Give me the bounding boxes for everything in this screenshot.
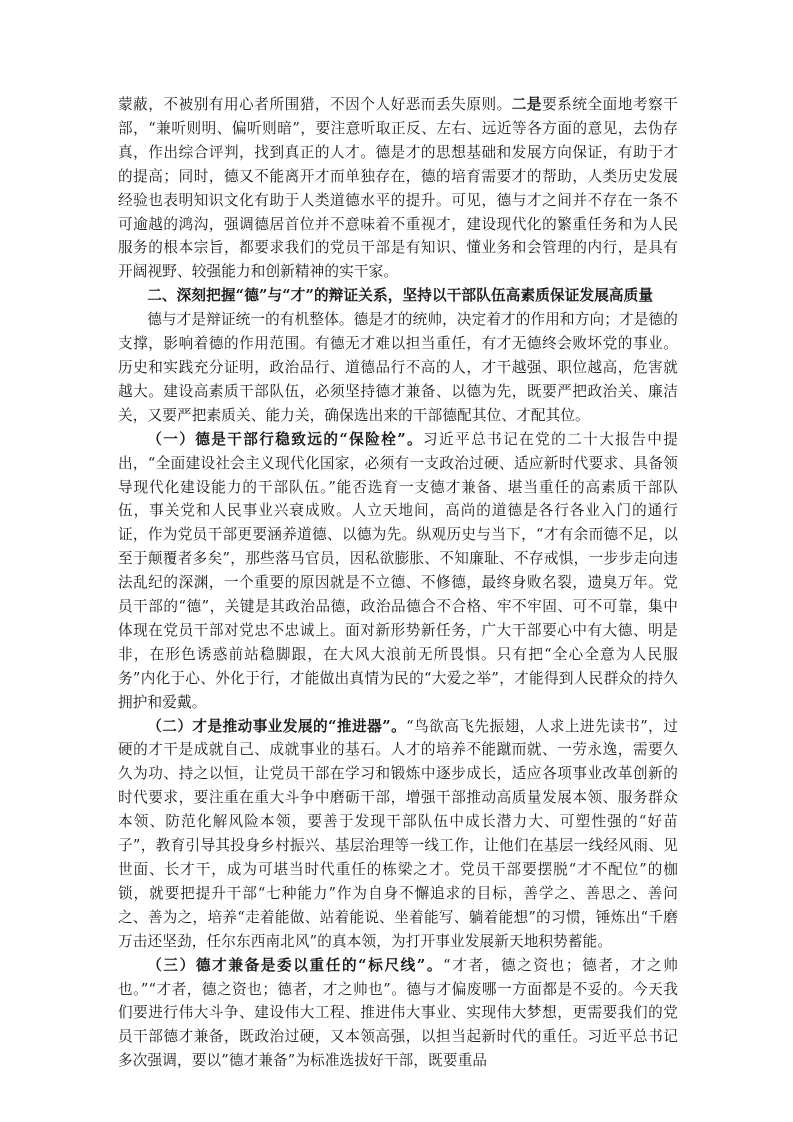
paragraph-4-text: “鸟欲高飞先振翅，人求上进先读书”，过硬的才干是成就自己、成就事业的基石。人才的培养不能蹴而就、一劳永逸，需要久久为功、持之以恒，让党员干部在学习和锻炼中逐步成长，适应各项事业改革创新的时代要求，要注重在重大斗争中磨砺干部，增强干部推动高质量发展本领、服务群众本领、防范化解风险本领，要善于发现干部队伍中成长潜力大、可塑性强的“好苗子”，教育引导其投身乡村振兴、基层治理等一线工作，让他们在基层一线经风雨、见世面、长才干，成为可堪当时代重任的栋梁之才。党员干部要摆脱“才不配位”的枷锁，就要把提升干部“七种能力”作为自身不懈追求的目标，善学之、善思之、善问之、善为之，培养“走着能做、站着能说、坐着能写、躺着能想”的习惯，锤炼出“千磨万击还坚劲，任尔东西南北风”的真本领，为打开事业发展新天地积势蓄能。 bbox=[118, 717, 678, 950]
document-page bbox=[118, 93, 678, 1073]
paragraph-5-text: “才者，德之资也；德者，才之帅也。”“才者，德之资也；德者，才之帅也”。德与才偏废哪一方面都是不妥的。今天我们要进行伟大斗争、建设伟大工程、推进伟大事业、实现伟大梦想，更需要我们的党员干部德才兼备，既政治过硬，又本领高强，以担当起新时代的重任。习近平总书记多次强调，要以”德才兼备”为标准选拔好干部，既要重品 bbox=[118, 956, 679, 1070]
paragraph-1-bold-lead: 二是 bbox=[511, 96, 543, 113]
paragraph-2-text: 德与才是辩证统一的有机整体。德是才的统帅，决定着才的作用和方向；才是德的支撑，影响着德的作用范围。有德无才难以担当重任，有才无德终会败坏党的事业。历史和实践充分证明，政治品行、道德品行不高的人，才干越强、职位越高，危害就越大。建设高素质干部队伍，必须坚持德才兼备、以德为先，既要严把政治关、廉洁关，又要严把素质关、能力关，确保选出来的干部德配其位、才配其位。 bbox=[118, 311, 678, 424]
paragraph-3 bbox=[118, 428, 678, 715]
paragraph-5 bbox=[118, 954, 678, 1074]
paragraph-1 bbox=[118, 93, 678, 284]
subheading-1: （一）德是干部行稳致远的“保险栓”。 bbox=[147, 430, 424, 448]
paragraph-3-text: 习近平总书记在党的二十大报告中提出，“全面建设社会主义现代化国家，必须有一支政治过硬、适应新时代要求、具备领导现代化建设能力的干部队伍。”能否选育一支德才兼备、堪当重任的高素质干部队伍，事关党和人民事业兴衰成败。人立天地间，高尚的道德是各行各业入门的通行证，作为党员干部更要涵养道德、以德为先。纵观历史与当下，“才有余而德不足，以至于颠覆者多矣”，那些落马官员，因私欲膨胀、不知廉耻、不存戒惧，一步步走向违法乱纪的深渊，一个重要的原因就是不立德、不修德，最终身败名裂，遗臭万年。党员干部的“德”，关键是其政治品德，政治品德合不合格、牢不牢固、可不可靠，集中体现在党员干部对党忠不忠诚上。面对新形势新任务，广大干部要心中有大德、明是非，在形色诱惑前站稳脚跟，在大风大浪前无所畏惧。只有把“全心全意为人民服务”内化于心、外化于行，才能做出真情为民的“大爱之举”，才能得到人民群众的持久拥护和爱戴。 bbox=[118, 430, 678, 711]
section-heading-2: 二、深刻把握“德”与“才”的辩证关系，坚持以干部队伍高素质保证发展高质量 bbox=[147, 287, 654, 305]
subheading-3: （三）德才兼备是委以重任的“标尺线”。 bbox=[147, 956, 444, 974]
paragraph-2 bbox=[118, 308, 678, 428]
paragraph-4 bbox=[118, 715, 678, 954]
subheading-2: （二）才是推动事业发展的“推进器”。 bbox=[147, 717, 407, 735]
paragraph-1-text-b: 要系统全面地考察干部，“兼听则明、偏听则暗”，要注意听取正反、左右、远近等各方面的意见，去伪存真，作出综合评判，找到真正的人才。德是才的思想基础和发展方向保证，有助于才的提高；同时，德又不能离开才而单独存在，德的培育需要才的帮助，人类历史发展经验也表明知识文化有助于人类道德水平的提升。可见，德与才之间并不存在一条不可逾越的鸿沟，强调德居首位并不意味着不重视才，建设现代化的繁重任务和为人民服务的根本宗旨，都要求我们的党员干部是有知识、懂业务和会管理的内行，是具有开阔视野、较强能力和创新精神的实干家。 bbox=[118, 96, 678, 281]
paragraph-1-text-a: 蒙蔽，不被别有用心者所围猎，不因个人好恶而丢失原则。 bbox=[118, 96, 512, 113]
